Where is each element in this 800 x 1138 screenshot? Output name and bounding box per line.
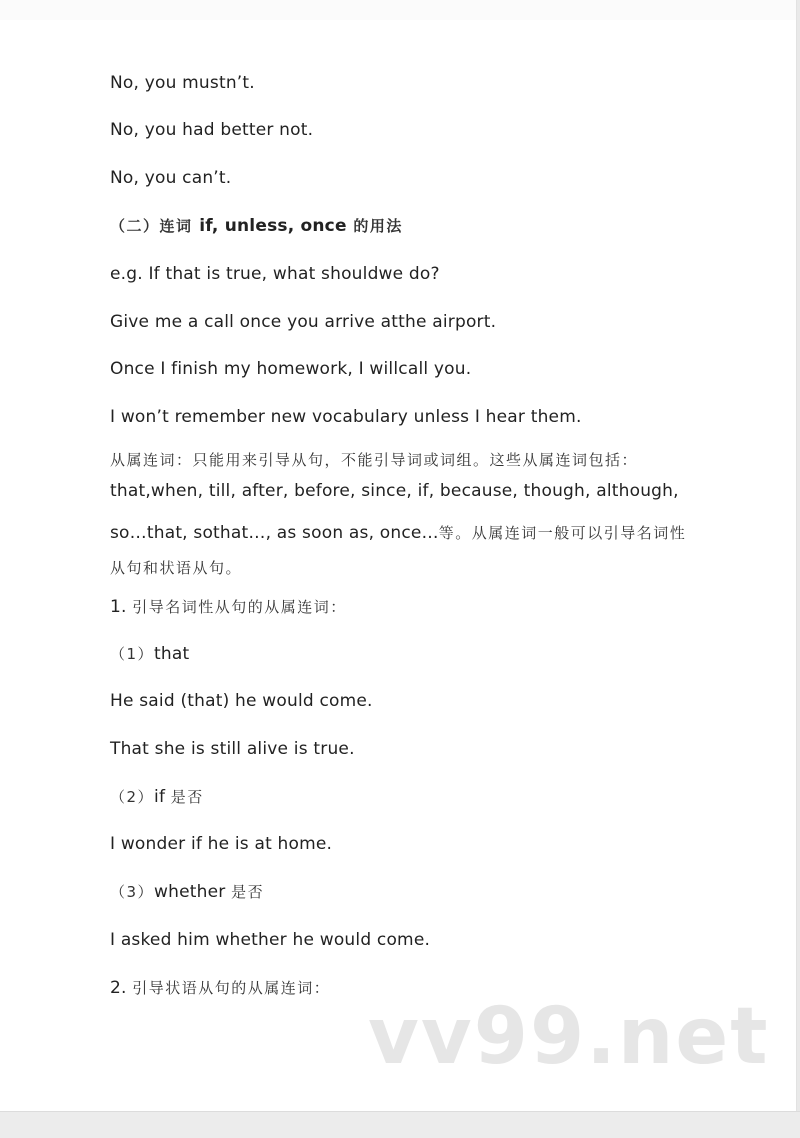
text-line: That she is still alive is true. (110, 739, 355, 759)
subsection-number: 2. (110, 978, 133, 998)
heading-keywords: if, unless, once (199, 216, 347, 236)
text-line: No, you mustn’t. (110, 73, 255, 93)
item-gloss: 是否 (170, 788, 204, 806)
text-line: Give me a call once you arrive atthe airport. (110, 312, 497, 332)
page-top-strip (0, 0, 796, 20)
item-keyword: whether (154, 882, 232, 902)
text-line: Once I finish my homework, I willcall you. (110, 359, 472, 379)
text-line: I wonder if he is at home. (110, 834, 333, 854)
watermark: vv99.net (368, 992, 770, 1082)
text-line: e.g. If that is true, what shouldwe do? (110, 264, 440, 284)
heading-prefix: （二）连词 (110, 217, 200, 235)
text-line: No, you can’t. (110, 168, 232, 188)
item-keyword: if (154, 787, 171, 807)
viewer-bottom-bar (0, 1111, 800, 1138)
subsection-title: 引导状语从句的从属连词： (132, 979, 331, 997)
list-item-heading (110, 881, 264, 903)
item-gloss: 是否 (231, 883, 265, 901)
text-line: No, you had better not. (110, 120, 314, 140)
text-line: I won’t remember new vocabulary unless I hear them. (110, 407, 582, 427)
item-number: （1） (110, 645, 155, 663)
text-line-cn: 等。从属连词一般可以引导名词性 (438, 524, 687, 542)
list-item-heading (110, 643, 189, 665)
item-number: （3） (110, 883, 155, 901)
text-line: that,when, till, after, before, since, if, because, though, although, (110, 481, 679, 501)
text-line-en: so…that, sothat…, as soon as, once… (110, 523, 439, 543)
subsection-heading (110, 596, 347, 618)
text-line: 从句和状语从句。 (110, 559, 243, 577)
item-keyword: that (154, 644, 190, 664)
text-line: He said (that) he would come. (110, 691, 373, 711)
section-heading (110, 215, 403, 237)
subsection-number: 1. (110, 597, 133, 617)
text-line (110, 522, 686, 544)
text-line: 从属连词：只能用来引导从句，不能引导词或词组。这些从属连词包括： (110, 451, 639, 469)
text-line: I asked him whether he would come. (110, 930, 431, 950)
subsection-title: 引导名词性从句的从属连词： (132, 598, 347, 616)
subsection-heading (110, 977, 330, 999)
heading-suffix: 的用法 (346, 217, 403, 235)
list-item-heading (110, 786, 204, 808)
item-number: （2） (110, 788, 155, 806)
